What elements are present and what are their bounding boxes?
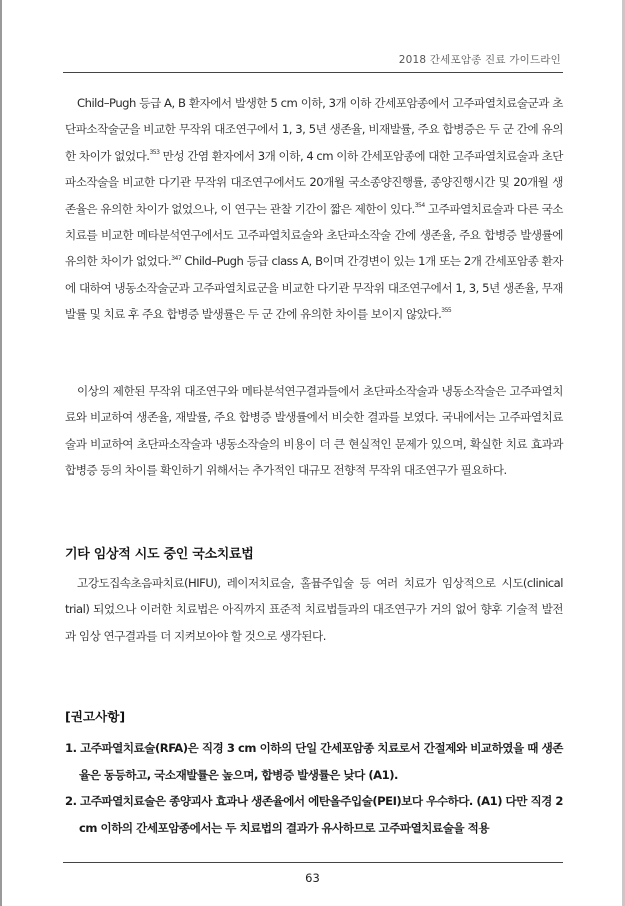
running-header: 2018 간세포암종 진료 가이드라인: [398, 54, 561, 66]
citation: 354: [414, 201, 425, 209]
citation: 353: [149, 148, 160, 156]
section-heading: 기타 임상적 시도 중인 국소치료법: [65, 547, 254, 562]
citation: 347: [171, 254, 182, 262]
footer-divider: [63, 862, 563, 863]
paragraph-microwave-comparison: [65, 90, 563, 328]
paragraph-other-therapies: 고강도집속초음파치료(HIFU), 레이저치료술, 홀뮴주입술 등 여러 치료가 임상적으로 시도(clinical trial) 되었으나 이러한 치료법은 아직까지 표준적 치료법들과의 대조연구가 거의 없어 향후 기술적 발전과 임상 연구결과를 더 지켜보아야 할 것으로 생각된다.: [65, 576, 563, 643]
recommendation-item: 2. 고주파열치료술은 종양괴사 효과나 생존율에서 에탄올주입술(PEI)보다 우수하다. (A1) 다만 직경 2 cm 이하의 간세포암종에서는 두 치료법의 결과가 유사하므로 고주파열치료술을 적용: [65, 794, 563, 835]
sentence: Child–Pugh 등급 A, B 환자에서 발생한 5 cm 이하, 3개 이하 간세포암종에서 고주파열치료술군과 초단파소작술군을 비교한 무작위 대조연구에서 1, 3, 5년 생존율, 비재발률, 주요 합병증은 두 군 간에 유의한 차이가 없었다.: [65, 96, 563, 163]
page-edge-left: [0, 0, 2, 906]
recommendation-item: 1. 고주파열치료술(RFA)은 직경 3 cm 이하의 단일 간세포암종 치료로서 간절제와 비교하였을 때 생존율은 동등하고, 국소재발률은 높으며, 합병증 발생률은 낮다 (A1).: [65, 741, 563, 782]
sentence: 만성 간염 환자에서 3개 이하, 4 cm 이하 간세포암종에 대한 고주파열치료술과 초단파소작술을 비교한 다기관 무작위 대조연구에서도 20개월 국소종양진행률, 종양진행시간 및 20개월 생존율은 유의한 차이가 없었으나, 이 연구는 관찰 기간이 짧은 제한이 있다.: [65, 148, 563, 216]
page-number: 63: [305, 871, 320, 885]
sentence: 고주파열치료술과 다른 국소치료를 비교한 메타분석연구에서도 고주파열치료술와 초단파소작술 간에 생존율, 주요 합병증 발생률에 유의한 차이가 없었다.: [65, 201, 563, 269]
paragraph-summary: 이상의 제한된 무작위 대조연구와 메타분석연구결과들에서 초단파소작술과 냉동소작술은 고주파열치료와 비교하여 생존율, 재발률, 주요 합병증 발생률에서 비슷한 결과를 보였다. 국내에서는 고주파열치료술과 비교하여 초단파소작술과 냉동소작술의 비용이 더 큰 현실적인 문제가 있으며, 확실한 치료 효과과 합병증 등의 차이를 확인하기 위해서는 추가적인 대규모 전향적 무작위 대조연구가 필요하다.: [65, 384, 563, 478]
recommendations-title: [권고사항]: [65, 709, 126, 724]
sentence: Child–Pugh 등급 class A, B이며 간경변이 있는 1개 또는 2개 간세포암종 환자에 대하여 냉동소작술군과 고주파열치료군을 비교한 다기관 무작위 대조연구에서 1, 3, 5년 생존율, 무재발률 및 치료 후 주요 합병증 발생률은 두 군 간에 유의한 차이를 보이지 않았다.: [65, 254, 564, 322]
citation: 355: [441, 307, 452, 315]
header-divider: [63, 72, 563, 73]
